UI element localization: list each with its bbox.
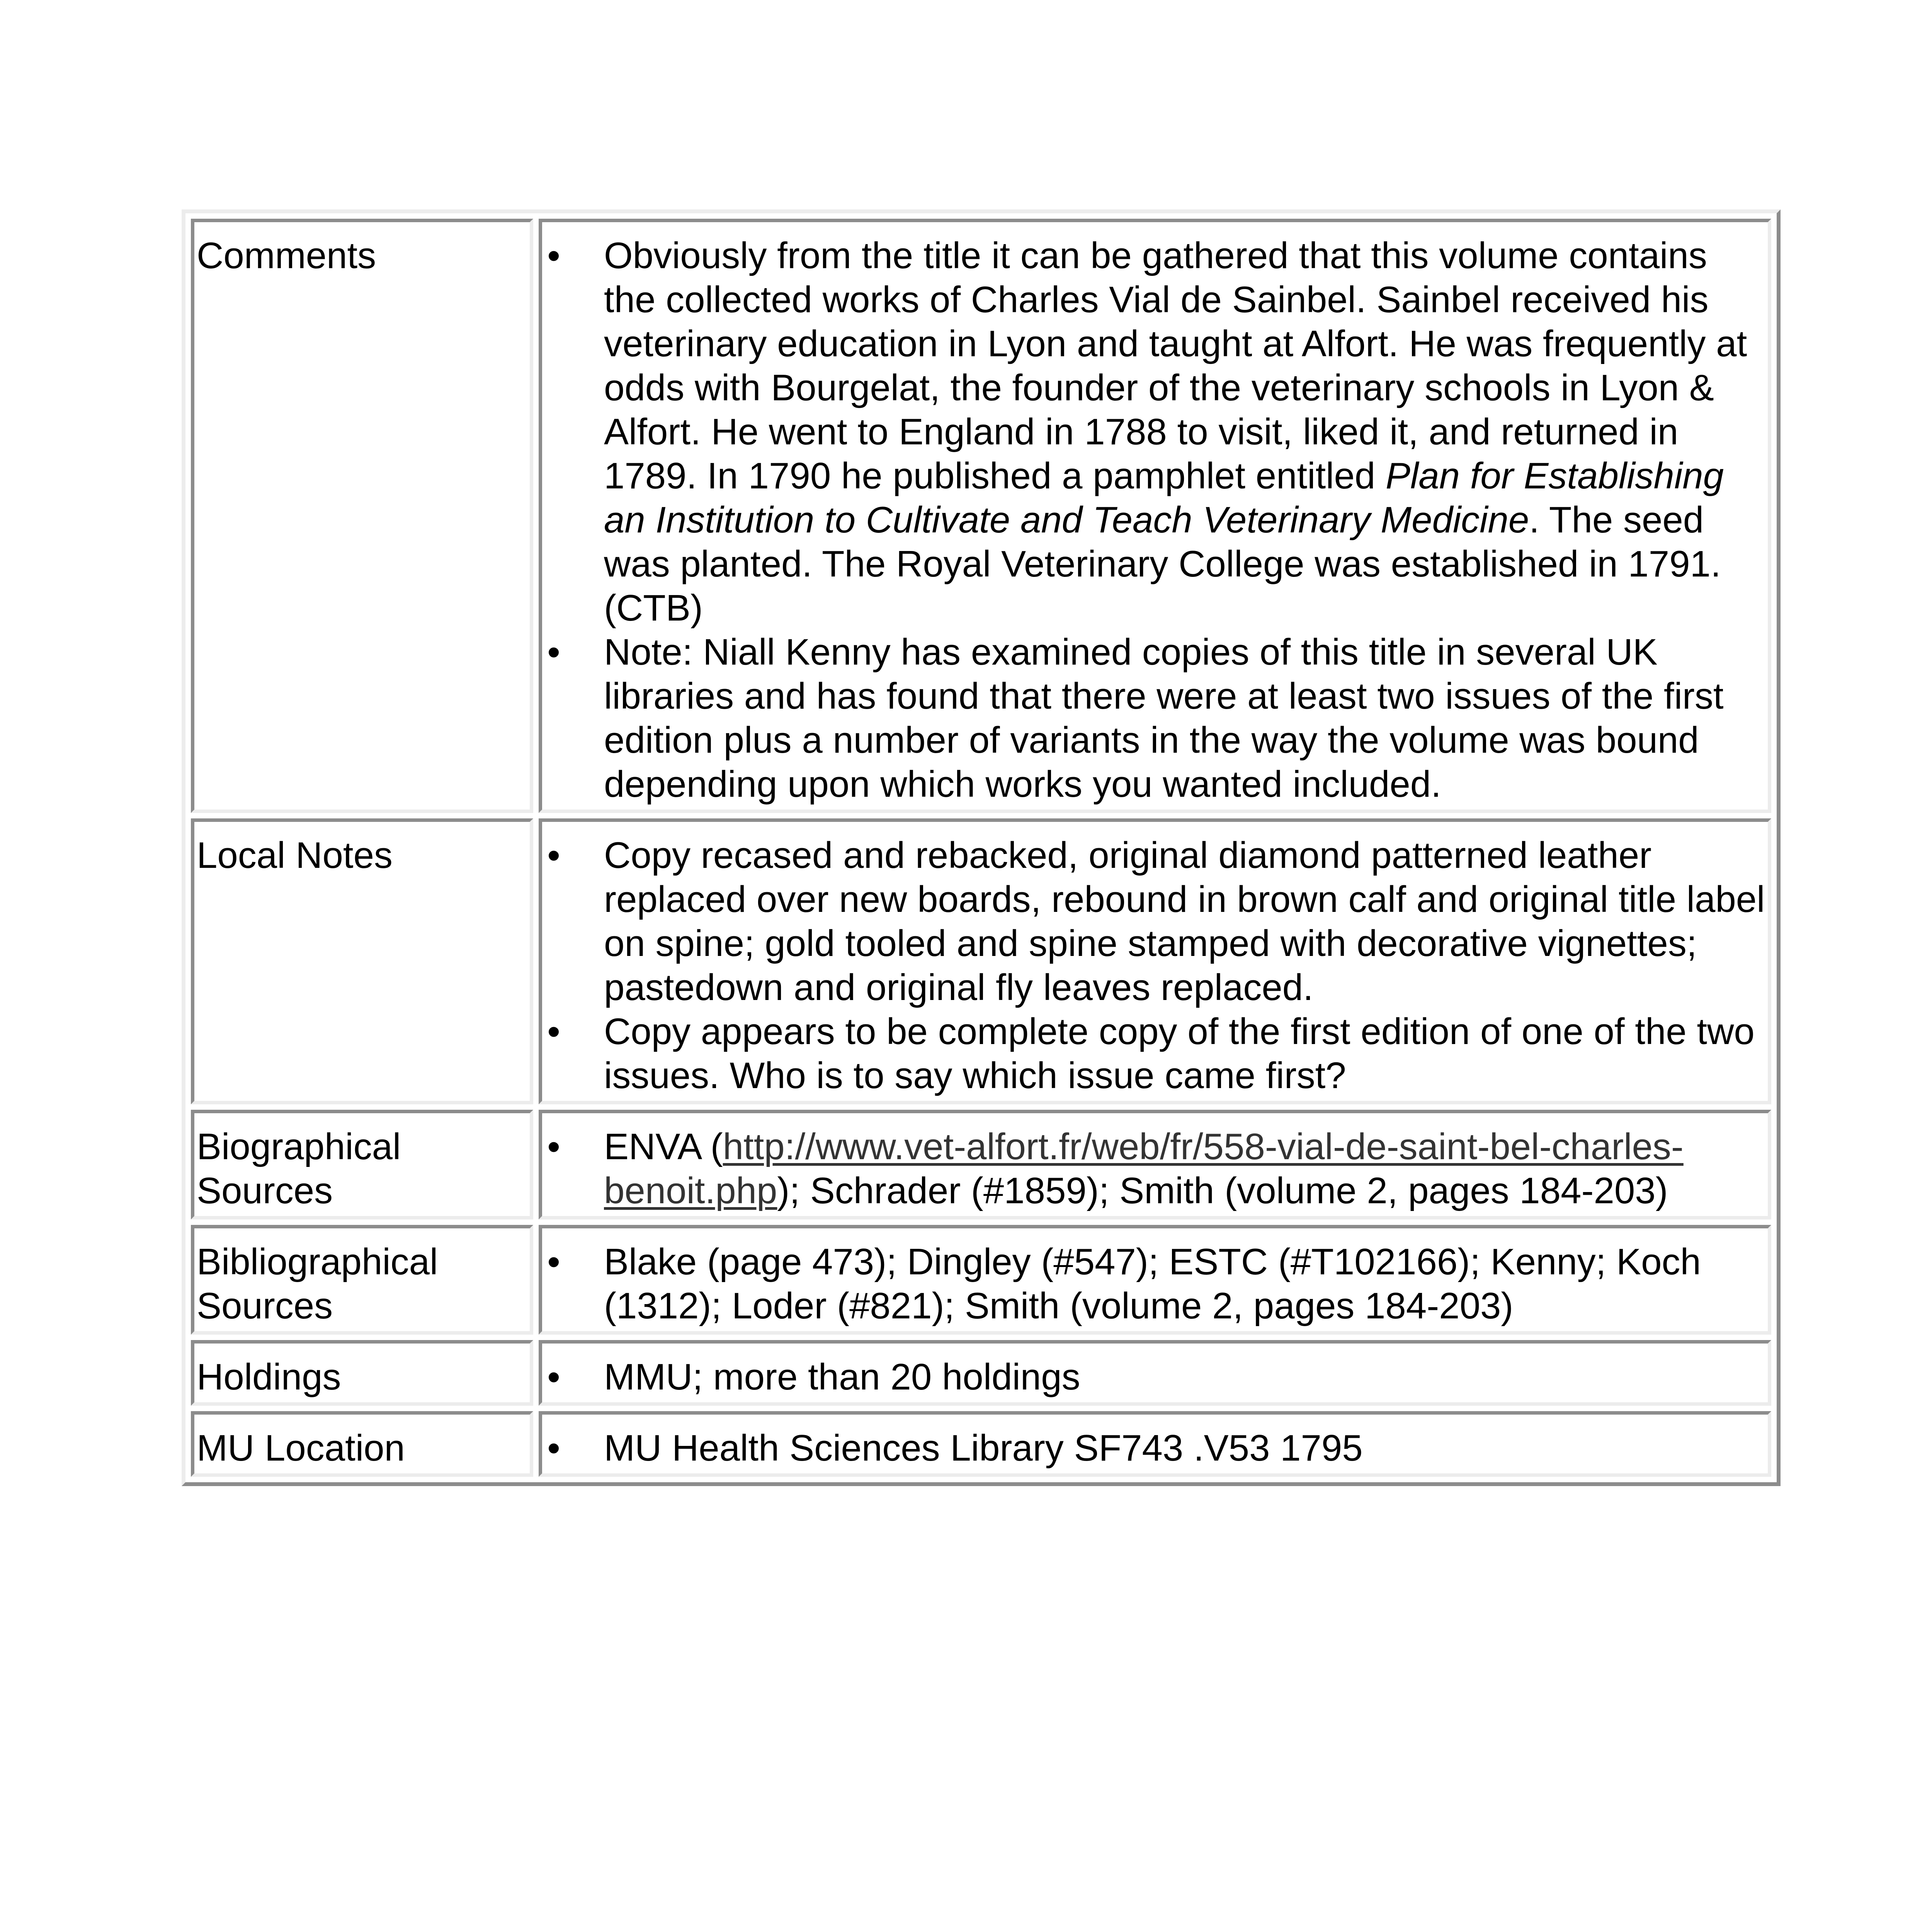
table-row-comments xyxy=(191,219,1771,813)
location-text: MU Health Sciences Library SF743 .V53 1795 xyxy=(604,1427,1363,1469)
bullet-icon: • xyxy=(547,631,560,673)
enva-link[interactable]: http://www.vet-alfort.fr/web/fr/558-vial-de-saint-bel-charles-benoit.php xyxy=(604,1126,1684,1211)
bullet-list xyxy=(542,833,1765,1098)
list-item xyxy=(547,1355,1765,1399)
note-text: Copy recased and rebacked, original diamond patterned leather replaced over new boards, rebound in brown calf and original title label on spine; gold tooled and spine stamped with decorative vignettes; pastedown and original fly leaves replaced. xyxy=(604,835,1765,1008)
bullet-icon: • xyxy=(547,1011,560,1052)
row-value xyxy=(539,1225,1771,1335)
comment-text: Obviously from the title it can be gathered that this volume contains the collected works of Charles Vial de Sainbel. Sainbel received his veterinary education in Lyon and taught at Alfort. He was frequently at odds with Bourgelat, the founder of the veterinary schools in Lyon & Alfort. He went to England in 1788 to visit, liked it, and returned in 1789. In 1790 he published a pamphlet entitled xyxy=(604,235,1747,497)
list-item xyxy=(547,630,1765,806)
list-item xyxy=(547,833,1765,1010)
row-label: Biographical Sources xyxy=(191,1110,533,1219)
row-label: Local Notes xyxy=(191,818,533,1104)
bullet-list xyxy=(542,1240,1765,1328)
record-table-body xyxy=(191,219,1771,1477)
list-item xyxy=(547,1426,1765,1470)
list-item xyxy=(547,234,1765,630)
bullet-icon: • xyxy=(547,835,560,876)
row-label: Holdings xyxy=(191,1340,533,1406)
bullet-list xyxy=(542,1426,1765,1470)
pamphlet-title: Plan for Establishing an Institution to Cultivate and Teach Veterinary Medicine xyxy=(604,455,1724,541)
bullet-icon: • xyxy=(547,235,560,276)
row-label: Comments xyxy=(191,219,533,813)
table-row-bibliographical-sources xyxy=(191,1225,1771,1335)
row-label: MU Location xyxy=(191,1411,533,1477)
table-row-local-notes xyxy=(191,818,1771,1104)
source-text: Blake (page 473); Dingley (#547); ESTC (#T102166); Kenny; Koch (1312); Loder (#821); Smith (volume 2, pages 184-203) xyxy=(604,1241,1701,1327)
comment-text: . The seed was planted. The Royal Veterinary College was established in 1791. (CTB) xyxy=(604,499,1721,629)
row-value xyxy=(539,1411,1771,1477)
row-value xyxy=(539,1340,1771,1406)
comment-text: Note: Niall Kenny has examined copies of this title in several UK libraries and has found that there were at least two issues of the first edition plus a number of variants in the way the volume was bound depending upon which works you wanted included. xyxy=(604,631,1724,805)
source-text: ENVA ( xyxy=(604,1126,723,1167)
record-table xyxy=(182,209,1781,1486)
bullet-icon: • xyxy=(547,1356,560,1398)
row-label: Bibliographical Sources xyxy=(191,1225,533,1335)
bullet-list xyxy=(542,1125,1765,1213)
bullet-list xyxy=(542,234,1765,806)
bullet-icon: • xyxy=(547,1241,560,1282)
row-value xyxy=(539,1110,1771,1219)
bullet-list xyxy=(542,1355,1765,1399)
holdings-text: MMU; more than 20 holdings xyxy=(604,1356,1080,1398)
row-value xyxy=(539,219,1771,813)
list-item xyxy=(547,1125,1765,1213)
table-row-mu-location xyxy=(191,1411,1771,1477)
table-row-biographical-sources xyxy=(191,1110,1771,1219)
row-value xyxy=(539,818,1771,1104)
source-text: ); Schrader (#1859); Smith (volume 2, pages 184-203) xyxy=(777,1170,1668,1211)
note-text: Copy appears to be complete copy of the first edition of one of the two issues. Who is to say which issue came first? xyxy=(604,1011,1755,1096)
table-row-holdings xyxy=(191,1340,1771,1406)
list-item xyxy=(547,1010,1765,1098)
list-item xyxy=(547,1240,1765,1328)
bullet-icon: • xyxy=(547,1427,560,1469)
bullet-icon: • xyxy=(547,1126,560,1167)
